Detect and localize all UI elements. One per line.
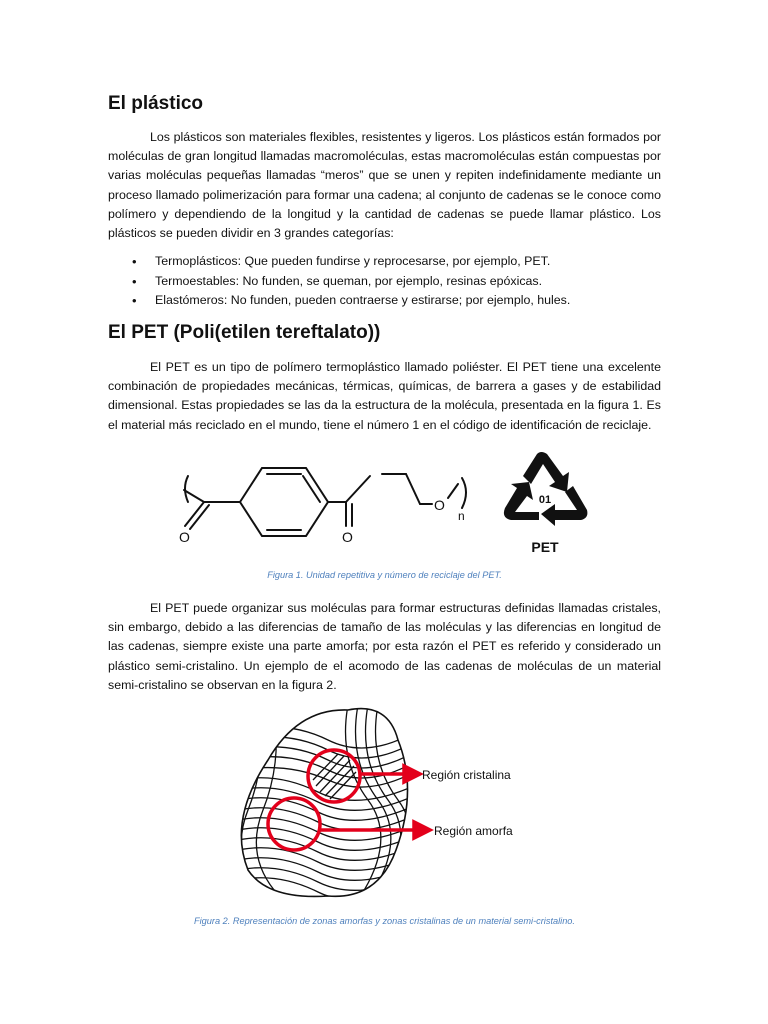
recycle-icon xyxy=(495,446,595,558)
section-title-plastico: El plástico xyxy=(108,93,204,114)
pet-molecule-diagram xyxy=(170,442,480,554)
pet-paragraph: El PET es un tipo de polímero termoplástico llamado poliéster. El PET tiene una excelente combinación de propiedades mecánicas, térmicas, químicas, de barrera a gases y de estabilidad dimensional. Estas propiedades se las da la estructura de la molécula, presentada en la figura 1. Es el material más reciclado en el mundo, tiene el número 1 en el código de identificación de reciclaje. xyxy=(108,360,661,432)
list-item: • Termoestables: No funden, se queman, por ejemplo, resinas epóxicas. xyxy=(108,272,661,292)
atom-label-oxygen: O xyxy=(179,529,190,545)
atom-label-oxygen: O xyxy=(342,529,353,545)
atom-label-oxygen: O xyxy=(434,497,445,513)
list-item: • Elastómeros: No funden, pueden contraerse y estirarse; por ejemplo, hules. xyxy=(108,291,661,311)
figure2-caption: Figura 2. Representación de zonas amorfas y zonas cristalinas de un material semi-cristalino. xyxy=(194,916,575,926)
list-item: • Termoplásticos: Que pueden fundirse y reprocesarse, por ejemplo, PET. xyxy=(108,252,661,272)
intro-paragraph: Los plásticos son materiales flexibles, resistentes y ligeros. Los plásticos están formados por moléculas de gran longitud llamadas macromoléculas, estas macromoléculas están compuestas por varias moléculas pequeñas llamadas “meros” que se unen y repiten indefinidamente mediante un proceso llamado polimerización para formar una cadena; al conjunto de cadenas se le conoce como polímero y dependiendo de la longitud y la cantidad de cadenas se puede llamar plástico. Los plásticos se pueden dividir en 3 grandes categorías: xyxy=(108,130,661,241)
amorphous-region-label: Región amorfa xyxy=(434,824,513,838)
semicrystalline-structure-diagram xyxy=(228,700,548,906)
recycle-number: 01 xyxy=(538,494,552,506)
semicrystalline-paragraph: El PET puede organizar sus moléculas para formar estructuras definidas llamadas cristales, sin embargo, debido a las diferencias de tamaño de las moléculas y las diferencias en longitud de las cadenas, siempre existe una parte amorfa; por esta razón el PET es referido y considerado un plástico semi-cristalino. Un ejemplo de el acomodo de las cadenas de moléculas de un material semi-cristalino se observan en la figura 2. xyxy=(108,601,661,692)
section-title-pet: El PET (Poli(etilen tereftalato)) xyxy=(108,322,381,343)
crystalline-region-label: Región cristalina xyxy=(422,768,511,782)
figure1-caption: Figura 1. Unidad repetitiva y número de reciclaje del PET. xyxy=(267,570,502,580)
plastic-categories-list xyxy=(108,252,661,311)
repeat-subscript: n xyxy=(458,509,465,523)
recycle-label: PET xyxy=(531,539,559,555)
